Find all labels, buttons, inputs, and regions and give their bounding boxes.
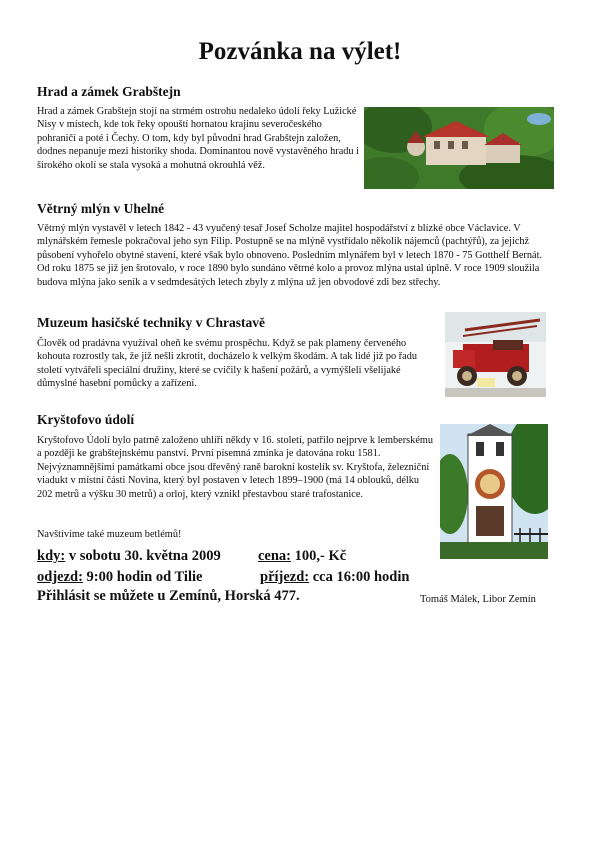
cena-label: cena: [258,548,292,564]
odjezd-value: 9:00 hodin od Tilie [82,569,203,585]
footer-signup: Přihlásit se můžete u Zemínů, Horská 477. [37,588,300,604]
kdy-label: kdy: [37,548,66,564]
castle-photo [364,107,554,189]
prijezd-label: příjezd: [260,569,310,585]
heading-mlyn: Větrný mlýn v Uhelné [37,201,165,216]
page-title: Pozvánka na výlet! [198,38,402,65]
odjezd-label: odjezd: [37,569,83,585]
heading-muzeum: Muzeum hasičské techniky v Chrastavě [37,315,265,330]
footer-kdy [37,548,221,565]
text-mlyn: Větrný mlýn vystavěl v letech 1842 - 43 vyučený tesař Josef Scholze majitel hospodářství z blízké obce Václavice. V mlynářském řemesle pokračoval jeho syn Filip. Postupně se na mlýně vystřídalo několik nájemců (pachtýřů), za jejichž působení vyhořelo obytné stavení, které však bylo obnoveno. Posledním mlynářem byl v letech 1870 - 75 Gotthelf Bernát. Od roku 1875 se již jen šrotovalo, v roce 1890 bylo sundáno větrné kolo a provoz mlýna ustal úplně. V roce 1909 sloužila budova mlýna jako seník a v sedmdesátých letech zbyly z mlýna už jen obvodové zdi bez střechy. [37,223,543,288]
footer-odjezd [37,569,202,586]
kdy-value: v sobotu 30. května 2009 [65,548,221,564]
footer-prijezd [260,569,409,586]
text-krystofovo: Kryštofovo Údolí bylo patrně založeno uhlíři někdy v 16. století, patřilo nejprve k lemberskému a později ke grabštejnskému panství. První písemná zmínka je datována roku 1581. Nejvýznamnějšími památkami obce jsou dřevěný raně barokní kostelík sv. Kryštofa, železniční viadukt v místní části Novina, který byl postaven v letech 1899–1900 (má 14 oblouků, délku 202 metrů a výšku 30 metrů) a orloj, který vznikl přestavbou staré trafostanice. [37,435,434,500]
footer-cena [258,548,346,565]
text-muzeum: Člověk od pradávna využíval oheň ke svému prospěchu. Když se pak plameny červeného kohouta rozrostly tak, že již nešli zkrotit, docházelo k velkým škodám. A tak lidé již po řadu století vytvářeli speciální družiny, které se cvičily k hašení požárů, a vymýšleli všelijaké důmyslné hasební pomůcky a zařízení. [37,338,418,390]
note-muzeum-betlemu: Navštívíme také muzeum betlémů! [37,529,182,540]
cena-value: 100,- Kč [291,548,347,564]
prijezd-value: cca 16:00 hodin [309,569,410,585]
heading-grabstejn: Hrad a zámek Grabštejn [37,84,181,99]
heading-krystofovo: Kryštofovo údolí [37,412,135,427]
text-grabstejn: Hrad a zámek Grabštejn stojí na strmém ostrohu nedaleko údolí řeky Lužické Nisy v místech, kde tok řeky opouští hornatou krajinu severočeského pohraničí a poté i Čechy. O tom, kdy byl původní hrad Grabštejn založen, dodnes nepanuje mezi historiky shoda. Dominantou nově vystavěného hradu i širokého okolí se stala vysoká a mohutná okrouhlá věž. [37,106,359,171]
fire-truck-photo [445,312,546,397]
orloj-photo [440,424,548,559]
footer-authors: Tomáš Málek, Libor Zemín [420,594,536,605]
